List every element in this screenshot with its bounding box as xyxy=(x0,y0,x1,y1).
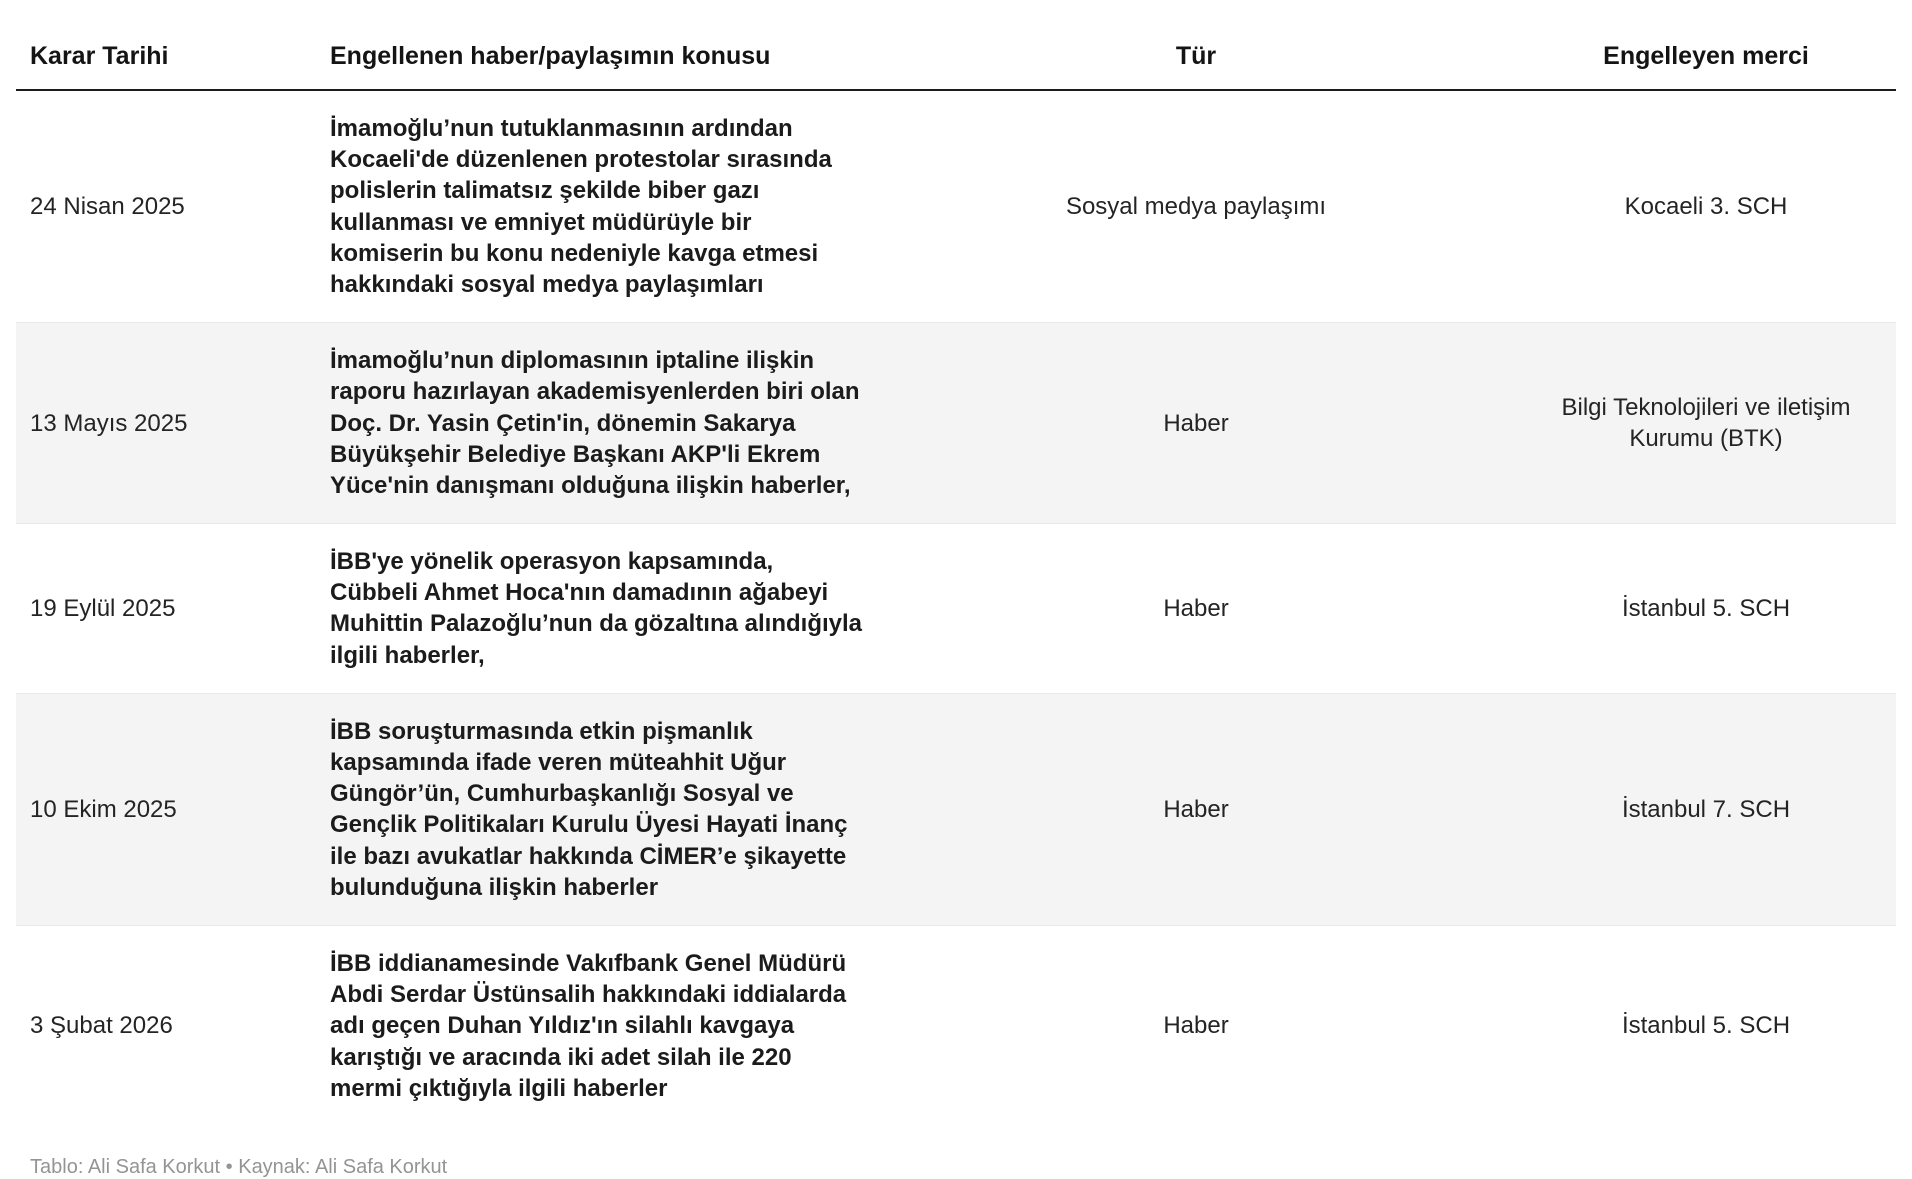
cell-type: Haber xyxy=(1163,795,1229,823)
column-header-karar-tarihi: Karar Tarihi xyxy=(30,42,169,70)
cell-type: Haber xyxy=(1163,409,1229,437)
cell-date: 13 Mayıs 2025 xyxy=(30,409,188,437)
cell-authority: Bilgi Teknolojileri ve iletişim Kurumu (BTK) xyxy=(1561,393,1851,453)
cell-date: 3 Şubat 2026 xyxy=(30,1012,173,1040)
cell-subject: İmamoğlu’nun tutuklanmasının ardından Kocaeli'de düzenlenen protestolar sırasında polislerin talimatsız şekilde biber gazı kullanması ve emniyet müdürüyle bir komiserin bu konu nedeniyle kavga etmesi hakkındaki sosyal medya paylaşımları xyxy=(330,115,832,298)
cell-authority: İstanbul 5. SCH xyxy=(1621,1012,1791,1040)
cell-date: 24 Nisan 2025 xyxy=(30,192,185,220)
table-header xyxy=(16,14,1896,90)
cell-subject: İBB soruşturmasında etkin pişmanlık kapsamında ifade veren müteahhit Uğur Güngör’ün, Cumhurbaşkanlığı Sosyal ve Gençlik Politikaları Kurulu Üyesi Hayati İnanç ile bazı avukatlar hakkında CİMER’e şikayette bulunduğuna ilişkin haberler xyxy=(330,717,848,901)
table-row xyxy=(16,323,1896,524)
table-row xyxy=(16,693,1896,925)
cell-subject: İBB'ye yönelik operasyon kapsamında, Cübbeli Ahmet Hoca'nın damadının ağabeyi Muhittin Palazoğlu’nun da gözaltına alındığıyla ilgili haberler, xyxy=(330,548,863,669)
column-header-engelleyen-merci: Engelleyen merci xyxy=(1603,42,1809,70)
table-row xyxy=(16,524,1896,694)
blocked-content-table xyxy=(16,14,1896,1126)
credit-line: Tablo: Ali Safa Korkut • Kaynak: Ali Safa Korkut xyxy=(30,1155,448,1178)
cell-authority: İstanbul 7. SCH xyxy=(1621,795,1791,823)
cell-date: 19 Eylül 2025 xyxy=(30,594,176,622)
cell-date: 10 Ekim 2025 xyxy=(30,795,177,823)
cell-subject: İmamoğlu’nun diplomasının iptaline ilişkin raporu hazırlayan akademisyenlerden biri olan Doç. Dr. Yasin Çetin'in, dönemin Sakarya Büyükşehir Belediye Başkanı AKP'li Ekrem Yüce'nin danışmanı olduğuna ilişkin haberler, xyxy=(330,347,860,499)
table-row xyxy=(16,925,1896,1125)
table-body xyxy=(16,90,1896,1126)
cell-authority: İstanbul 5. SCH xyxy=(1621,594,1791,622)
table-row xyxy=(16,90,1896,323)
column-header-konu: Engellenen haber/paylaşımın konusu xyxy=(330,42,771,70)
column-header-tur: Tür xyxy=(1175,42,1217,70)
header-row xyxy=(16,14,1896,90)
cell-authority: Kocaeli 3. SCH xyxy=(1624,192,1788,220)
cell-type: Haber xyxy=(1163,594,1229,622)
cell-type: Sosyal medya paylaşımı xyxy=(1065,192,1327,220)
cell-type: Haber xyxy=(1163,1012,1229,1040)
cell-subject: İBB iddianamesinde Vakıfbank Genel Müdürü Abdi Serdar Üstünsalih hakkındaki iddialarda adı geçen Duhan Yıldız'ın silahlı kavgaya karıştığı ve aracında iki adet silah ile 220 mermi çıktığıyla ilgili haberler xyxy=(330,949,847,1102)
